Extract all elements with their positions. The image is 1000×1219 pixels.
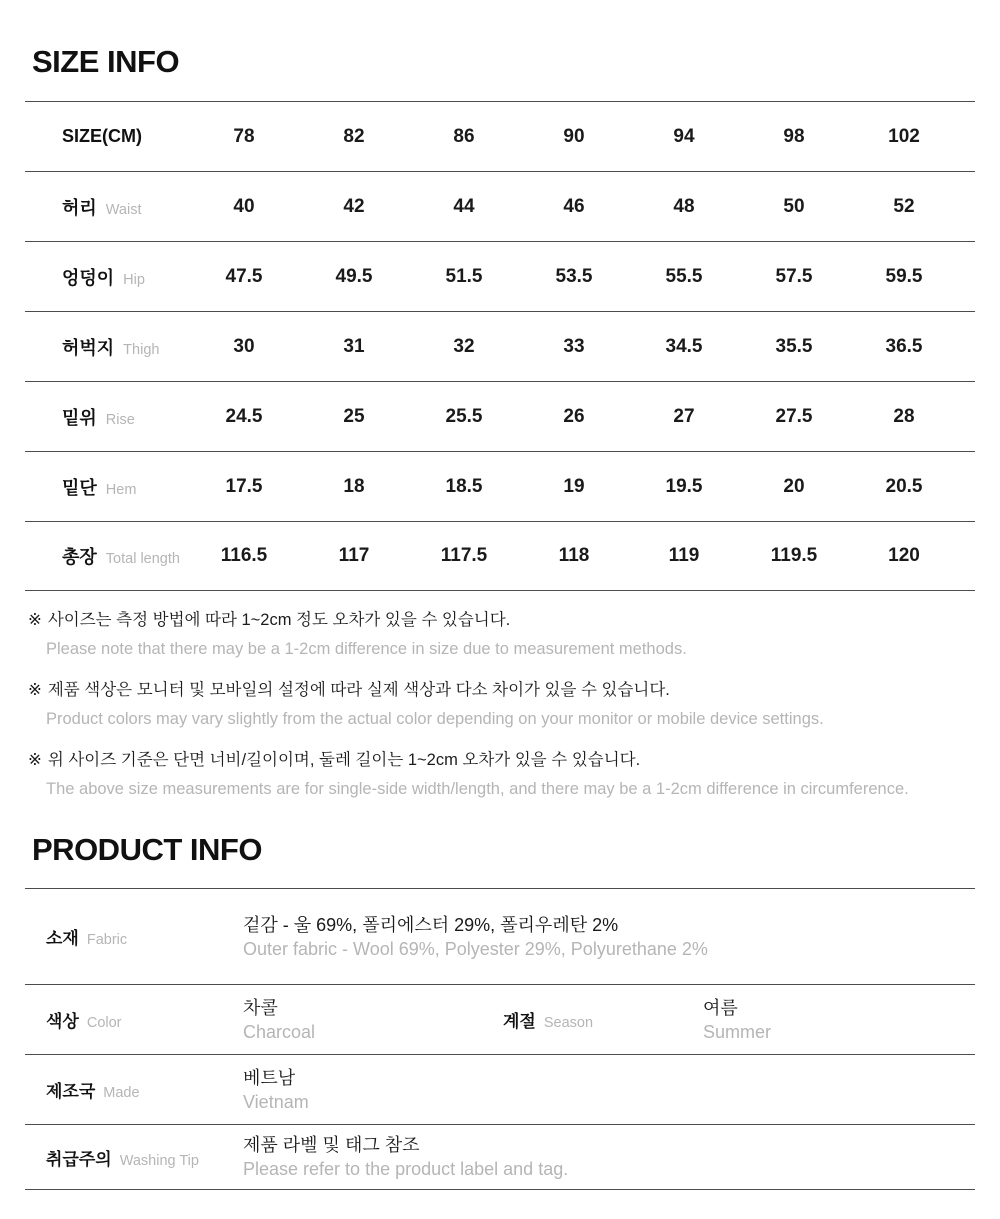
row-label-english: Made (103, 1085, 140, 1101)
table-cell: 24.5 (225, 405, 263, 427)
row-label-korean: 소재 (46, 929, 79, 948)
table-cell: 59.5 (885, 265, 923, 287)
row-label-korean: 허벅지 (62, 337, 115, 358)
row-label-korean: 색상 (46, 1012, 79, 1031)
row-label-english: Thigh (123, 341, 160, 358)
row-label (25, 1077, 243, 1102)
product-info-section (0, 832, 1000, 1190)
color-value (243, 996, 503, 1044)
row-label-korean: 밑단 (62, 477, 97, 498)
row-label-korean: 밑위 (62, 407, 97, 428)
table-cell: 33 (563, 335, 585, 357)
row-label (25, 1007, 243, 1032)
fabric-value (243, 913, 975, 961)
table-cell: 25 (343, 405, 365, 427)
size-table-row-rise (25, 381, 975, 451)
value-korean: 겉감 - 울 69%, 폴리에스터 29%, 폴리우레탄 2% (243, 914, 619, 935)
row-label (25, 543, 189, 569)
table-cell: 34.5 (665, 335, 703, 357)
value-korean: 차콜 (243, 997, 278, 1018)
value-korean: 베트남 (243, 1067, 296, 1088)
table-cell: 42 (343, 195, 365, 217)
value-korean: 여름 (703, 997, 738, 1018)
size-info-title: SIZE INFO (32, 44, 180, 79)
size-column-header: 86 (453, 125, 475, 147)
table-cell: 47.5 (225, 265, 263, 287)
row-label (25, 264, 189, 290)
row-label (25, 194, 189, 220)
row-label (25, 924, 243, 949)
size-table-row-hem (25, 451, 975, 521)
size-table-row-total-length (25, 521, 975, 591)
row-label-korean: 제조국 (46, 1082, 96, 1101)
table-cell: 49.5 (335, 265, 373, 287)
table-cell: 117 (338, 545, 370, 566)
row-label (25, 474, 189, 500)
table-cell: 36.5 (885, 335, 923, 357)
note-english: Product colors may vary slightly from the actual color depending on your monitor or mobile device settings. (46, 710, 824, 728)
row-label-korean: 허리 (62, 197, 97, 218)
value-korean: 제품 라벨 및 태그 참조 (243, 1135, 420, 1155)
made-value (243, 1066, 975, 1114)
value-english: Charcoal (243, 1021, 316, 1042)
season-value (703, 996, 975, 1044)
row-label-english: Season (543, 1015, 594, 1031)
row-label-english: Total length (105, 551, 180, 567)
row-label-english: Waist (105, 201, 142, 218)
product-row-washing-tip (25, 1124, 975, 1190)
table-cell: 31 (343, 335, 365, 357)
table-cell: 50 (783, 195, 805, 217)
size-table-header-row (25, 101, 975, 171)
table-cell: 28 (893, 405, 915, 427)
row-label-korean: 계절 (503, 1012, 536, 1031)
table-cell: 25.5 (445, 405, 483, 427)
reference-mark-icon: ※ (28, 611, 42, 629)
table-cell: 18 (343, 475, 365, 497)
size-column-header: 102 (888, 125, 920, 147)
size-column-header: 98 (783, 125, 805, 147)
size-table-row-hip (25, 241, 975, 311)
row-label-english: Fabric (86, 932, 128, 948)
table-cell: 35.5 (775, 335, 813, 357)
value-english: Summer (703, 1021, 772, 1042)
table-cell: 20.5 (885, 475, 923, 497)
table-cell: 17.5 (225, 475, 263, 497)
table-cell: 27.5 (775, 405, 813, 427)
row-label (503, 1007, 703, 1032)
size-table-row-waist (25, 171, 975, 241)
table-cell: 19 (563, 475, 585, 497)
row-label-english: Hip (123, 271, 145, 288)
size-table (25, 101, 975, 591)
table-cell: 51.5 (445, 265, 483, 287)
note-korean: ※ 제품 색상은 모니터 및 모바일의 설정에 따라 실제 색상과 다소 차이가 있을 수 있습니다. (28, 681, 670, 699)
value-english: Please refer to the product label and tag. (243, 1159, 569, 1179)
row-label-english: Hem (105, 481, 137, 498)
table-cell: 19.5 (665, 475, 703, 497)
size-table-row-thigh (25, 311, 975, 381)
row-label-korean: 총장 (62, 547, 97, 567)
table-cell: 18.5 (445, 475, 483, 497)
size-column-header: 90 (563, 125, 585, 147)
size-note-color (28, 676, 970, 734)
product-row-made (25, 1054, 975, 1124)
row-label-korean: 취급주의 (46, 1149, 112, 1169)
size-column-header: 94 (673, 125, 695, 147)
value-english: Outer fabric - Wool 69%, Polyester 29%, Polyurethane 2% (243, 938, 708, 959)
table-cell: 118 (558, 545, 590, 566)
table-cell: 116.5 (220, 545, 268, 566)
size-note-measurement (28, 606, 970, 664)
table-cell: 55.5 (665, 265, 703, 287)
product-info-title: PRODUCT INFO (32, 832, 262, 867)
table-cell: 32 (453, 335, 475, 357)
row-label (25, 404, 189, 430)
row-label (25, 1145, 243, 1170)
note-korean: ※ 위 사이즈 기준은 단면 너비/길이이며, 둘레 길이는 1~2cm 오차가 있을 수 있습니다. (28, 751, 641, 769)
product-row-color-season (25, 984, 975, 1054)
table-cell: 119.5 (770, 545, 818, 566)
table-cell: 27 (673, 405, 695, 427)
size-notes (28, 606, 970, 804)
row-label (25, 334, 189, 360)
product-table (25, 888, 975, 1190)
size-column-header: 82 (343, 125, 365, 147)
reference-mark-icon: ※ (28, 681, 42, 699)
table-cell: 120 (888, 545, 920, 566)
row-label-korean: 엉덩이 (62, 267, 115, 288)
size-table-header-label: SIZE(CM) (62, 126, 142, 146)
table-cell: 52 (893, 195, 915, 217)
row-label-english: Color (86, 1015, 122, 1031)
table-cell: 44 (453, 195, 475, 217)
value-english: Vietnam (243, 1091, 309, 1112)
table-cell: 20 (783, 475, 805, 497)
table-cell: 53.5 (555, 265, 593, 287)
table-cell: 48 (673, 195, 695, 217)
row-label-english: Washing Tip (119, 1152, 199, 1169)
table-cell: 30 (233, 335, 255, 357)
note-korean: ※ 사이즈는 측정 방법에 따라 1~2cm 정도 오차가 있을 수 있습니다. (28, 611, 511, 629)
note-english: Please note that there may be a 1-2cm difference in size due to measurement methods. (46, 640, 687, 658)
table-cell: 46 (563, 195, 585, 217)
size-column-header: 78 (233, 125, 255, 147)
table-cell: 119 (668, 545, 700, 566)
row-label-english: Rise (105, 411, 135, 428)
product-row-fabric (25, 888, 975, 984)
note-english: The above size measurements are for single-side width/length, and there may be a 1-2cm difference in circumference. (46, 780, 909, 798)
table-cell: 26 (563, 405, 585, 427)
washing-tip-value (243, 1133, 975, 1181)
reference-mark-icon: ※ (28, 751, 42, 769)
size-note-single-side (28, 746, 970, 804)
table-cell: 57.5 (775, 265, 813, 287)
table-cell: 117.5 (440, 545, 488, 566)
table-cell: 40 (233, 195, 255, 217)
